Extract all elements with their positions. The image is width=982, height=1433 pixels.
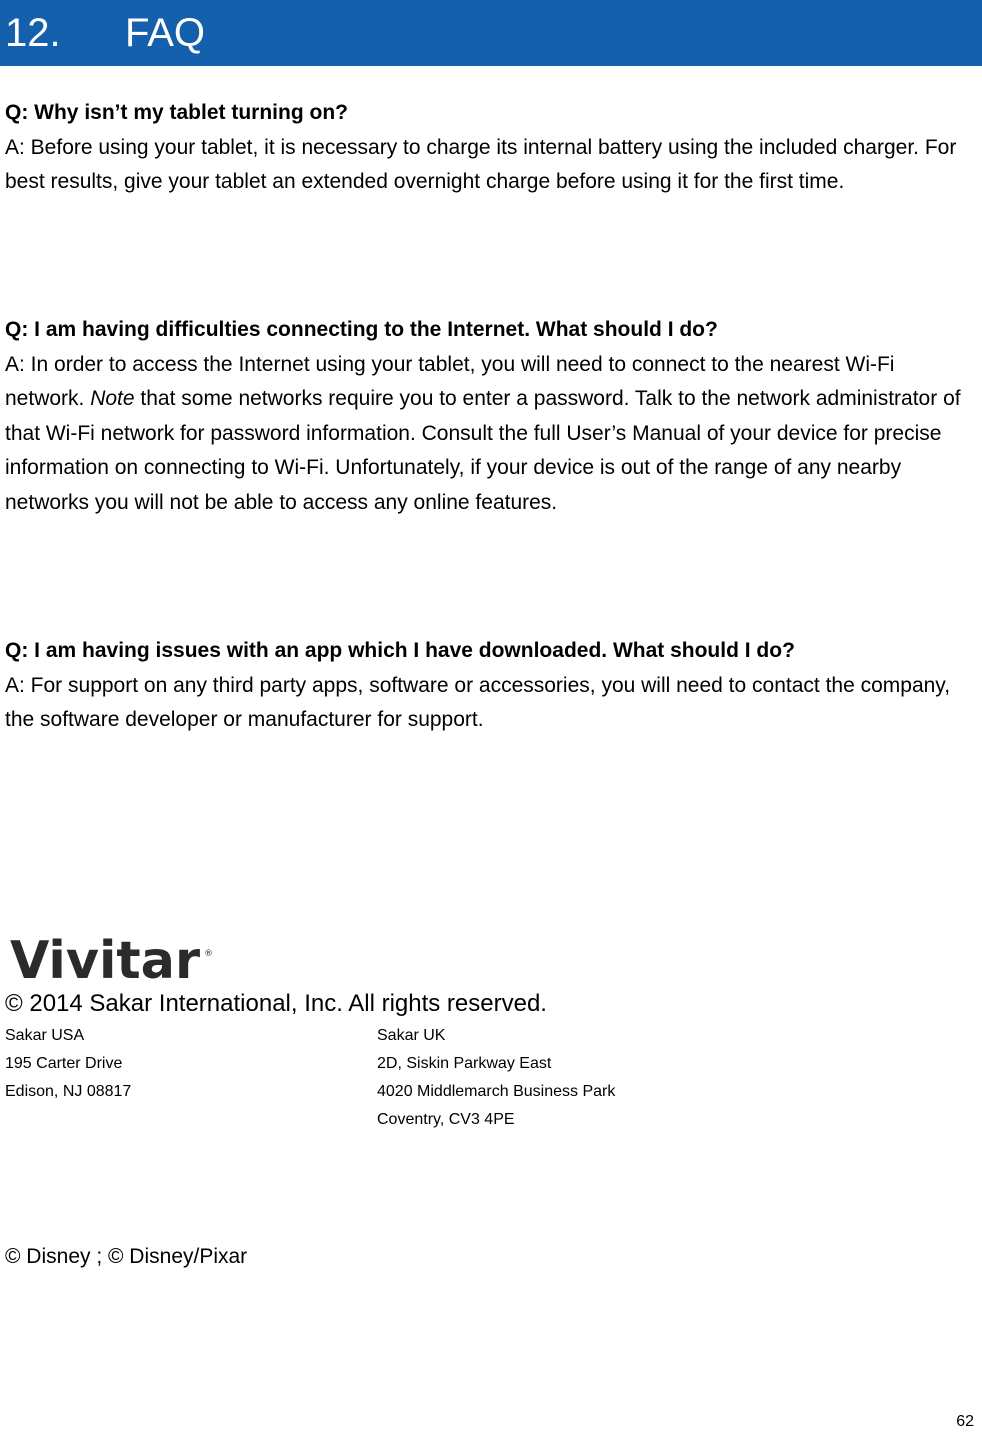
faq-answer: A: Before using your tablet, it is necessary to charge its internal battery using the included charger. For best results, give your tablet an extended overnight charge before using it for the first time.	[5, 135, 957, 193]
faq-item-3	[5, 634, 977, 738]
faq-answer-text: A: In order to access the Internet using your tablet, you will need to connect to the nearest Wi-Fi network.	[5, 352, 895, 410]
address-usa	[5, 1022, 131, 1106]
logo-text: Vivitar	[10, 931, 201, 984]
faq-question: Q: Why isn’t my tablet turning on?	[5, 101, 348, 124]
faq-answer	[5, 348, 977, 521]
faq-question: Q: I am having issues with an app which I have downloaded. What should I do?	[5, 639, 795, 662]
address-uk	[377, 1022, 615, 1134]
address-line: Coventry, CV3 4PE	[377, 1111, 515, 1128]
section-header	[0, 0, 982, 66]
faq-item-1	[5, 96, 977, 200]
page-number: 62	[956, 1413, 974, 1430]
faq-answer-note: Note	[90, 387, 135, 410]
address-line: 195 Carter Drive	[5, 1055, 123, 1072]
registered-mark: ®	[204, 949, 213, 959]
faq-answer: A: For support on any third party apps, software or accessories, you will need to contact the company, the software developer or manufacturer for support.	[5, 673, 951, 731]
faq-answer-text: that some networks require you to enter a password. Talk to the network administrator of that Wi-Fi network for password information. Consult the full User’s Manual of your device for precise information on connecting to Wi-Fi. Unfortunately, if your device is out of the range of any nearby networks you will not be able to access any online features.	[5, 387, 961, 514]
copyright-notice: © 2014 Sakar International, Inc. All rights reserved.	[5, 990, 547, 1017]
section-title: FAQ	[125, 11, 206, 55]
vivitar-logo	[8, 928, 218, 984]
address-line: Sakar USA	[5, 1027, 85, 1044]
address-line: Sakar UK	[377, 1027, 446, 1044]
address-line: 4020 Middlemarch Business Park	[377, 1083, 616, 1100]
disney-notice: © Disney ; © Disney/Pixar	[5, 1245, 248, 1268]
faq-item-2	[5, 313, 977, 520]
faq-question: Q: I am having difficulties connecting to the Internet. What should I do?	[5, 318, 718, 341]
address-line: 2D, Siskin Parkway East	[377, 1055, 552, 1072]
address-line: Edison, NJ 08817	[5, 1083, 132, 1100]
section-number: 12.	[5, 11, 61, 55]
